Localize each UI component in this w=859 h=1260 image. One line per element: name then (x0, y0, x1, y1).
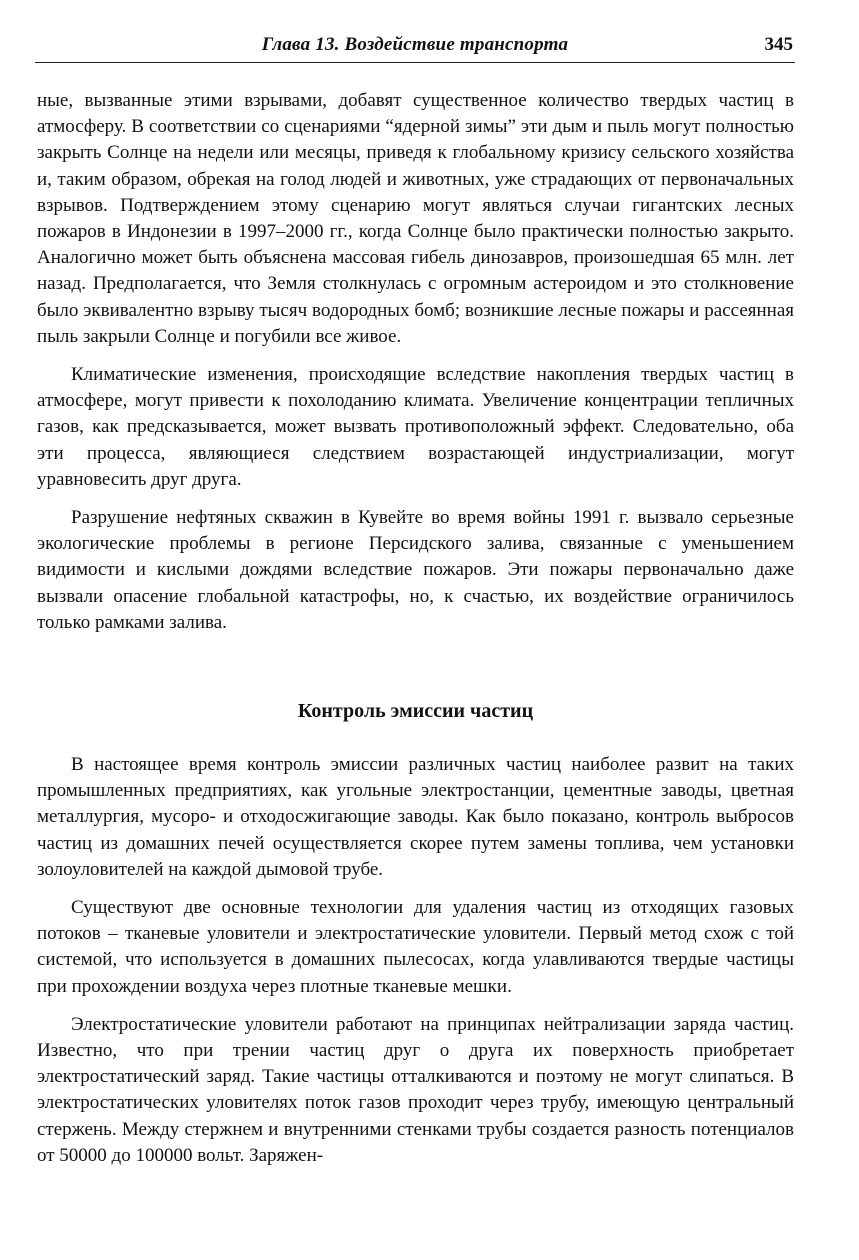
section-heading: Контроль эмиссии частиц (297, 700, 534, 722)
chapter-title: Глава 13. Воздействие транспорта (261, 34, 569, 55)
paragraph: В настоящее время контроль эмиссии различных частиц наиболее развит на таких промышленных предприятиях, как угольные электростанции, цементные заводы, цветная металлургия, мусоро- и отходосжигающие заводы. Как было показано, контроль выбросов частиц из домашних печей осуществляется скорее путем замены топлива, чем установки золоуловителей на каждой дымовой трубе. (37, 754, 794, 880)
running-header (35, 30, 795, 63)
paragraph: Существуют две основные технологии для удаления частиц из отходящих газовых потоков – тканевые уловители и электростатические уловители. Первый метод схож с той системой, что используется в домашних пылесосах, когда улавливаются твердые частицы при прохождении воздуха через плотные тканевые мешки. (37, 897, 794, 997)
page-number: 345 (764, 34, 793, 55)
paragraph-continued: ные, вызванные этими взрывами, добавят существенное количество твердых частиц в атмосферу. В соответствии со сценариями “ядерной зимы” эти дым и пыль могут полностью закрыть Солнце на недели или месяцы, приведя к глобальному кризису сельского хозяйства и, таким образом, обрекая на голод людей и животных, уже страдающих от первоначальных взрывов. Подтверждением этому сценарию могут являться случаи гигантских лесных пожаров в Индонезии в 1997–2000 гг., когда Солнце было практически полностью закрыто. Аналогично может быть объяснена массовая гибель динозавров, произошедшая 65 млн. лет назад. Предполагается, что Земля столкнулась с огромным астероидом и это столкновение было эквивалентно взрыву тысяч водородных бомб; возникшие лесные пожары и рассеянная пыль закрыли Солнце и погубили все живое. (37, 90, 794, 347)
paragraph: Климатические изменения, происходящие вследствие накопления твердых частиц в атмосфере, могут привести к похолоданию климата. Увеличение концентрации тепличных газов, как предсказывается, может вызвать противоположный эффект. Следовательно, оба эти процесса, являющиеся следствием возрастающей индустриализации, могут уравновесить друг друга. (37, 364, 794, 490)
body-text-section (37, 752, 794, 1181)
paragraph: Разрушение нефтяных скважин в Кувейте во время войны 1991 г. вызвало серьезные экологические проблемы в регионе Персидского залива, связанные с уменьшением видимости и кислыми дождями вследствие пожаров. Эти пожары первоначально даже вызвали опасение глобальной катастрофы, но, к счастью, их воздействие ограничилось только рамками залива. (37, 507, 794, 633)
paragraph: Электростатические уловители работают на принципах нейтрализации заряда частиц. Известно, что при трении частиц друг о друга их поверхность приобретает электростатический заряд. Такие частицы отталкиваются и поэтому не могут слипаться. В электростатических уловителях поток газов проходит через трубу, имеющую центральный стержень. Между стержнем и внутренними стенками трубы создается разность потенциалов от 50000 до 100000 вольт. Заряжен- (37, 1013, 794, 1166)
body-text-top (37, 88, 794, 648)
